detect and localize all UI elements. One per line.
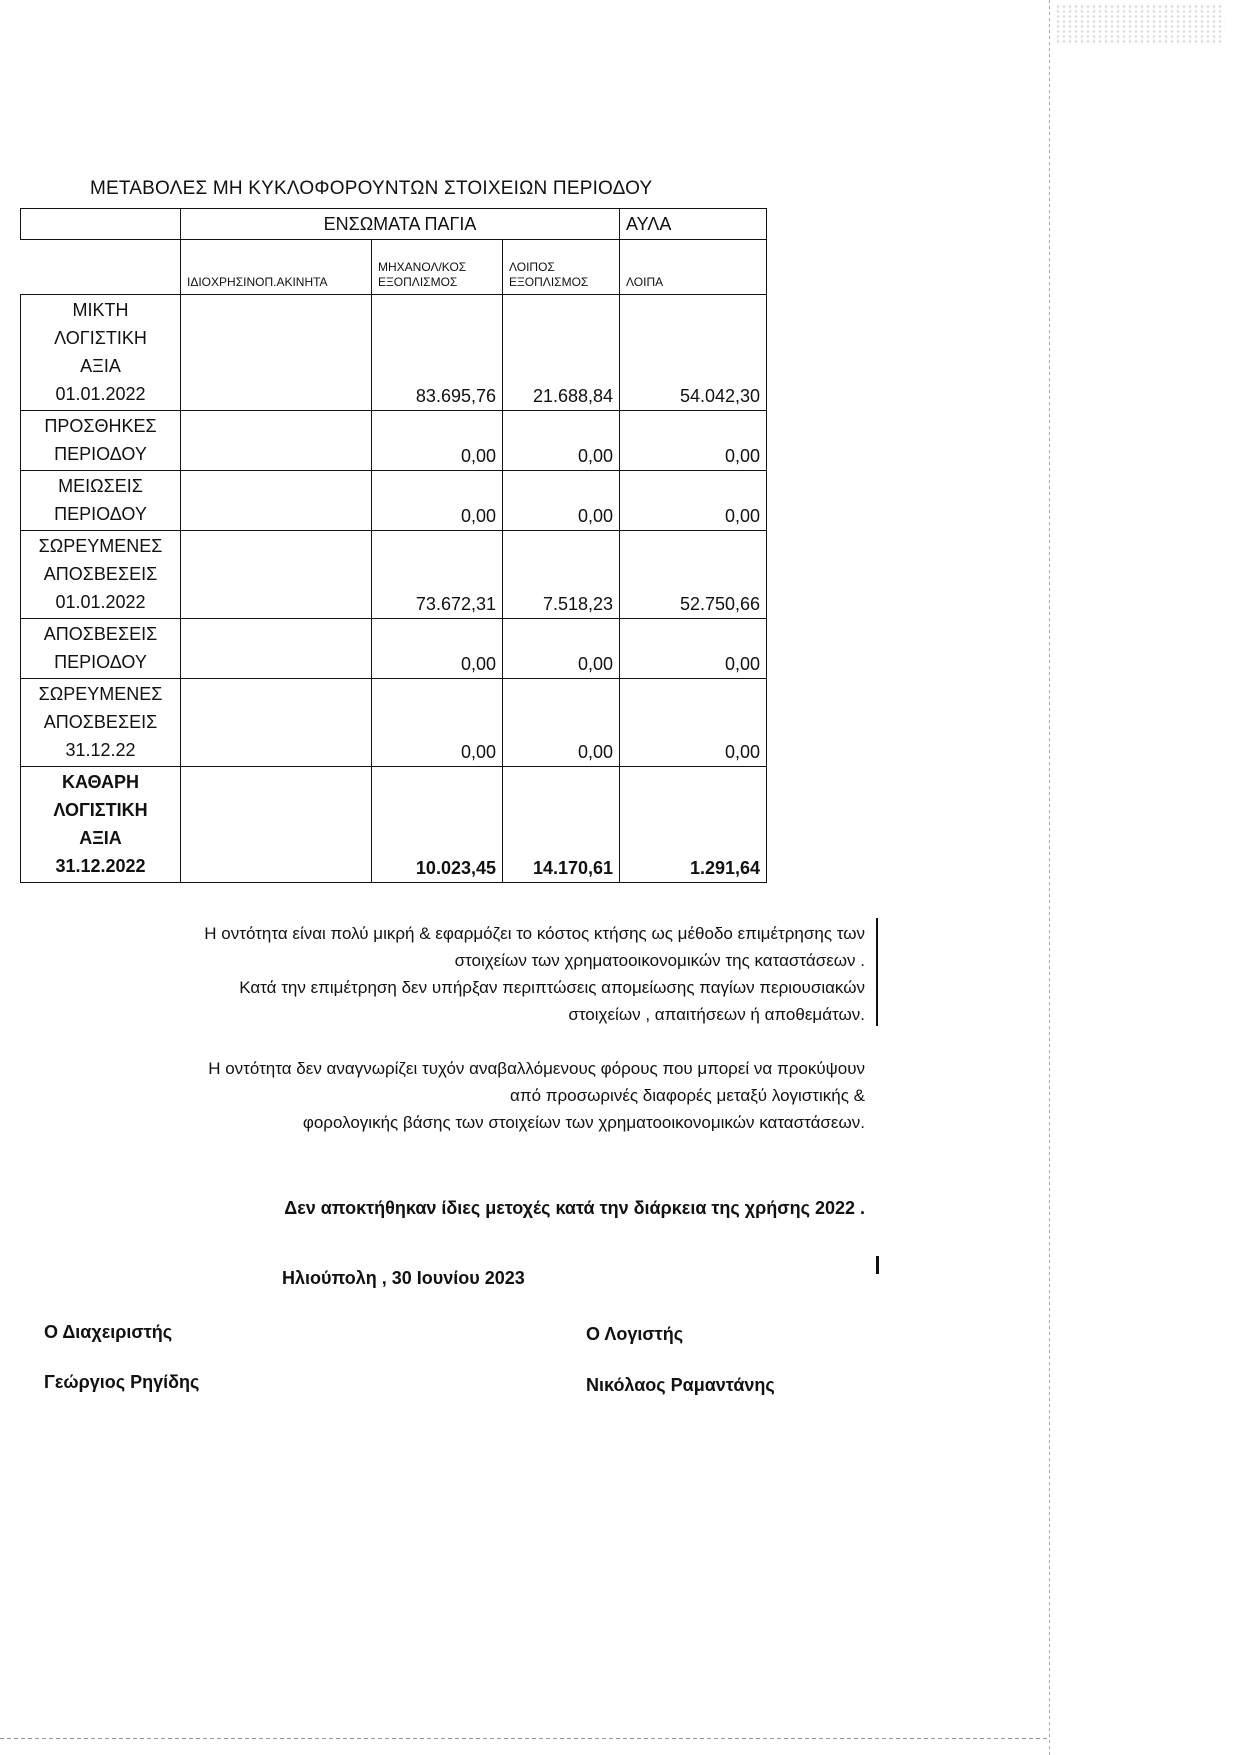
table-row-total (21, 767, 767, 883)
table-cell: 0,00 (372, 471, 503, 531)
table-cell: 73.672,31 (372, 531, 503, 619)
col-header-machinery: ΜΗΧΑΝΟΛ/ΚΟΣ ΕΞΟΠΛΙΣΜΟΣ (372, 240, 503, 295)
table-cell (181, 295, 372, 411)
note-line: Η οντότητα δεν αναγνωρίζει τυχόν αναβαλλόμενους φόρους που μπορεί να προκύψουν (208, 1059, 865, 1078)
col-header-other-intangibles: ΛΟΙΠΑ (620, 240, 767, 295)
row-label-net-value-end: ΚΑΘΑΡΗ ΛΟΓΙΣΤΙΚΗ ΑΞΙΑ 31.12.2022 (21, 767, 181, 883)
table-cell: 10.023,45 (372, 767, 503, 883)
header-label-spacer (21, 240, 181, 295)
header-group-row (21, 209, 767, 240)
note-line: στοιχείων των χρηματοοικονομικών της καταστάσεων . (454, 951, 865, 970)
row-label-accumulated-depreciation-start: ΣΩΡΕΥΜΕΝΕΣ ΑΠΟΣΒΕΣΕΙΣ 01.01.2022 (21, 531, 181, 619)
note-line: από προσωρινές διαφορές μεταξύ λογιστικής & (510, 1086, 865, 1105)
row-label-additions: ΠΡΟΣΘΗΚΕΣ ΠΕΡΙΟΔΟΥ (21, 411, 181, 471)
table-cell: 0,00 (620, 411, 767, 471)
margin-mark (876, 918, 878, 1026)
table-cell: 0,00 (620, 471, 767, 531)
row-label-reductions: ΜΕΙΩΣΕΙΣ ΠΕΡΙΟΔΟΥ (21, 471, 181, 531)
table-cell: 52.750,66 (620, 531, 767, 619)
table-cell: 0,00 (620, 679, 767, 767)
table-cell: 0,00 (503, 411, 620, 471)
table-cell: 0,00 (372, 679, 503, 767)
administrator-title: Ο Διαχειριστής (44, 1322, 173, 1342)
table-cell: 0,00 (372, 411, 503, 471)
col-header-own-use-property: ΙΔΙΟΧΡΗΣΙΝΟΠ.ΑΚΙΝΗΤΑ (181, 240, 372, 295)
table-cell (181, 471, 372, 531)
table-cell (181, 411, 372, 471)
table-cell: 0,00 (503, 471, 620, 531)
table-row (21, 471, 767, 531)
header-tangible-assets: ΕΝΣΩΜΑΤΑ ΠΑΓΙΑ (181, 209, 620, 240)
table-cell: 14.170,61 (503, 767, 620, 883)
header-intangible-assets: ΑΥΛΑ (620, 209, 767, 240)
table-cell (181, 679, 372, 767)
accountant-title: Ο Λογιστής (586, 1324, 684, 1344)
table-cell: 7.518,23 (503, 531, 620, 619)
treasury-shares-note: Δεν αποκτήθηκαν ίδιες μετοχές κατά την διάρκεια της χρήσης 2022 . (284, 1198, 865, 1218)
fixed-assets-table (20, 208, 767, 883)
table-cell: 54.042,30 (620, 295, 767, 411)
scan-bottom-line (0, 1738, 1049, 1739)
place-date: Ηλιούπολη , 30 Ιουνίου 2023 (282, 1268, 525, 1288)
header-empty-cell (21, 209, 181, 240)
table-cell: 83.695,76 (372, 295, 503, 411)
table-cell: 1.291,64 (620, 767, 767, 883)
row-label-accumulated-depreciation-end: ΣΩΡΕΥΜΕΝΕΣ ΑΠΟΣΒΕΣΕΙΣ 31.12.22 (21, 679, 181, 767)
table-cell: 0,00 (503, 679, 620, 767)
row-label-period-depreciation: ΑΠΟΣΒΕΣΕΙΣ ΠΕΡΙΟΔΟΥ (21, 619, 181, 679)
table-row (21, 679, 767, 767)
table-cell: 0,00 (372, 619, 503, 679)
row-label-gross-value-start: ΜΙΚΤΗ ΛΟΓΙΣΤΙΚΗ ΑΞΙΑ 01.01.2022 (21, 295, 181, 411)
table-row (21, 531, 767, 619)
scan-edge-line (1049, 0, 1050, 1755)
table-cell (181, 619, 372, 679)
scan-speckle (1055, 4, 1225, 44)
note-line: στοιχείων , απαιτήσεων ή αποθεμάτων. (568, 1005, 865, 1024)
note-line: Η οντότητα είναι πολύ μικρή & εφαρμόζει το κόστος κτήσης ως μέθοδο επιμέτρησης των (204, 924, 865, 943)
table-cell (181, 767, 372, 883)
header-columns-row (21, 240, 767, 295)
administrator-name: Γεώργιος Ρηγίδης (44, 1372, 200, 1392)
table-title: ΜΕΤΑΒΟΛΕΣ ΜΗ ΚΥΚΛΟΦΟΡΟΥΝΤΩΝ ΣΤΟΙΧΕΙΩΝ ΠΕΡΙΟΔΟΥ (90, 178, 653, 199)
table-row (21, 411, 767, 471)
paragraph-gap (20, 1028, 865, 1055)
table-cell (181, 531, 372, 619)
table-row (21, 619, 767, 679)
notes-section (20, 920, 865, 1136)
table-row (21, 295, 767, 411)
note-line: φορολογικής βάσης των στοιχείων των χρηματοοικονομικών καταστάσεων. (302, 1113, 865, 1132)
table-cell: 0,00 (503, 619, 620, 679)
table-cell: 21.688,84 (503, 295, 620, 411)
col-header-other-equipment: ΛΟΙΠΟΣ ΕΞΟΠΛΙΣΜΟΣ (503, 240, 620, 295)
margin-mark (876, 1256, 879, 1274)
accountant-name: Νικόλαος Ραμαντάνης (586, 1375, 775, 1395)
note-line: Κατά την επιμέτρηση δεν υπήρξαν περιπτώσεις απομείωσης παγίων περιουσιακών (239, 978, 865, 997)
table-cell: 0,00 (620, 619, 767, 679)
